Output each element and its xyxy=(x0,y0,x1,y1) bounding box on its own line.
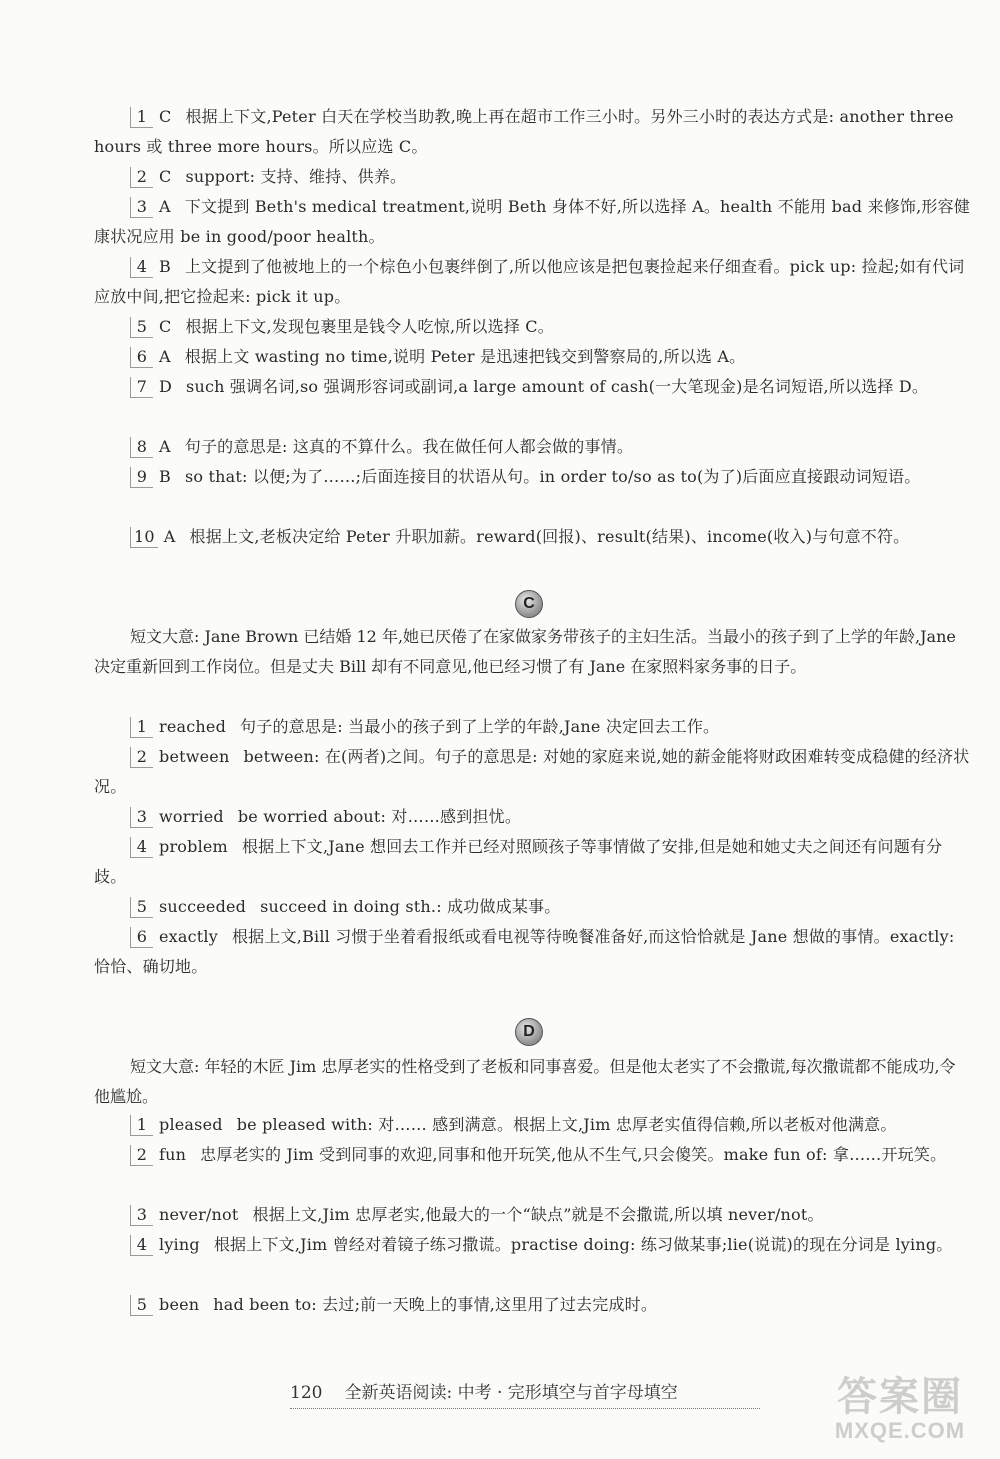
c-item-6 xyxy=(94,922,970,982)
item-number: 3 xyxy=(130,1205,153,1226)
item-answer: C xyxy=(159,317,172,336)
section-d-summary: 短文大意: 年轻的木匠 Jim 忠厚老实的性格受到了老板和同事喜爱。但是他太老实了不会撒谎,每次撒谎都不能成功,令他尴尬。 xyxy=(94,1057,956,1106)
item-explanation: succeed in doing sth.: 成功做成某事。 xyxy=(260,897,561,916)
item-explanation: 句子的意思是: 当最小的孩子到了上学的年龄,Jane 决定回去工作。 xyxy=(240,717,720,736)
item-answer: B xyxy=(159,257,171,276)
item-number: 4 xyxy=(130,837,153,858)
item-answer: A xyxy=(159,347,171,366)
b-item-9 xyxy=(94,462,970,492)
watermark-logo-text: 答案圈 xyxy=(837,1375,963,1419)
item-number: 8 xyxy=(130,437,153,458)
book-title: 全新英语阅读: 中考 · 完形填空与首字母填空 xyxy=(344,1383,678,1403)
item-number: 7 xyxy=(130,377,153,398)
item-answer: exactly xyxy=(159,927,218,946)
c-item-3 xyxy=(94,802,970,832)
item-number: 2 xyxy=(130,747,153,768)
item-explanation: be pleased with: 对…… 感到满意。根据上文,Jim 忠厚老实值得信赖,所以老板对他满意。 xyxy=(236,1115,897,1134)
item-number: 4 xyxy=(130,1235,153,1256)
item-answer: D xyxy=(159,377,173,396)
b-item-5 xyxy=(94,312,970,342)
page-number: 120 xyxy=(290,1383,323,1403)
item-answer: A xyxy=(159,437,171,456)
watermark-url: MXQE.COM xyxy=(834,1418,966,1443)
item-number: 5 xyxy=(130,1295,153,1316)
item-answer: lying xyxy=(159,1235,200,1254)
item-number: 2 xyxy=(130,1145,153,1166)
item-number: 1 xyxy=(130,1115,153,1136)
item-explanation: 根据上文,Bill 习惯于坐着看报纸或看电视等待晚餐准备好,而这恰恰就是 Jane 想做的事情。exactly: 恰恰、确切地。 xyxy=(94,927,955,976)
item-number: 1 xyxy=(130,717,153,738)
section-c-badge: C xyxy=(515,590,543,618)
item-number: 4 xyxy=(130,257,153,278)
item-explanation: 根据上下文,Jane 想回去工作并已经对照顾孩子等事情做了安排,但是她和她丈夫之间还有问题有分歧。 xyxy=(94,837,943,886)
b-item-2 xyxy=(94,162,970,192)
item-answer: been xyxy=(159,1295,200,1314)
item-answer: between xyxy=(159,747,230,766)
item-explanation: 句子的意思是: 这真的不算什么。我在做任何人都会做的事情。 xyxy=(184,437,634,456)
c-item-5 xyxy=(94,892,970,922)
item-answer: C xyxy=(159,107,172,126)
item-answer: fun xyxy=(159,1145,187,1164)
b-item-7 xyxy=(94,372,970,402)
item-number: 3 xyxy=(130,197,153,218)
item-explanation: 根据上文,老板决定给 Peter 升职加薪。reward(回报)、result(结果)、income(收入)与句意不符。 xyxy=(189,527,910,546)
item-answer: pleased xyxy=(159,1115,223,1134)
d-item-1 xyxy=(94,1110,970,1140)
site-watermark xyxy=(820,1375,980,1445)
b-item-6 xyxy=(94,342,970,372)
item-number: 9 xyxy=(130,467,153,488)
d-item-2 xyxy=(94,1140,970,1170)
item-number: 5 xyxy=(130,317,153,338)
item-explanation: 下文提到 Beth's medical treatment,说明 Beth 身体不好,所以选择 A。health 不能用 bad 来修饰,形容健康状况应用 be in good/poor health。 xyxy=(94,197,970,246)
item-answer: A xyxy=(159,197,171,216)
c-item-1 xyxy=(94,712,970,742)
item-number: 6 xyxy=(130,347,153,368)
item-number: 10 xyxy=(130,527,158,548)
item-number: 6 xyxy=(130,927,153,948)
d-item-5 xyxy=(94,1290,970,1320)
item-answer: B xyxy=(159,467,171,486)
item-answer: worried xyxy=(159,807,224,826)
d-item-3 xyxy=(94,1200,970,1230)
item-explanation: 根据上文,Jim 忠厚老实,他最大的一个“缺点”就是不会撒谎,所以填 never/not。 xyxy=(252,1205,824,1224)
item-answer: reached xyxy=(159,717,227,736)
section-c-summary: 短文大意: Jane Brown 已结婚 12 年,她已厌倦了在家做家务带孩子的主妇生活。当最小的孩子到了上学的年龄,Jane 决定重新回到工作岗位。但是丈夫 Bill 却有不同意见,他已经习惯了有 Jane 在家照料家务事的日子。 xyxy=(94,627,956,676)
item-number: 2 xyxy=(130,167,153,188)
item-explanation: 根据上下文,发现包裹里是钱令人吃惊,所以选择 C。 xyxy=(185,317,554,336)
item-answer: never/not xyxy=(159,1205,239,1224)
item-answer: C xyxy=(159,167,172,186)
item-answer: succeeded xyxy=(159,897,247,916)
item-number: 1 xyxy=(130,107,153,128)
item-explanation: had been to: 去过;前一天晚上的事情,这里用了过去完成时。 xyxy=(213,1295,658,1314)
item-explanation: 忠厚老实的 Jim 受到同事的欢迎,同事和他开玩笑,他从不生气,只会傻笑。make fun of: 拿……开玩笑。 xyxy=(200,1145,947,1164)
d-item-4 xyxy=(94,1230,970,1260)
item-number: 5 xyxy=(130,897,153,918)
b-item-8 xyxy=(94,432,970,462)
item-explanation: 根据上文 wasting no time,说明 Peter 是迅速把钱交到警察局的,所以选 A。 xyxy=(184,347,746,366)
item-explanation: 根据上下文,Peter 白天在学校当助教,晚上再在超市工作三小时。另外三小时的表达方式是: another three hours 或 three more hours。所以应选 C。 xyxy=(94,107,954,156)
item-explanation: between: 在(两者)之间。句子的意思是: 对她的家庭来说,她的薪金能将财政困难转变成稳健的经济状况。 xyxy=(94,747,970,796)
item-explanation: 根据上下文,Jim 曾经对着镜子练习撒谎。practise doing: 练习做某事;lie(说谎)的现在分词是 lying。 xyxy=(213,1235,953,1254)
section-d-badge: D xyxy=(515,1018,543,1046)
b-item-10 xyxy=(94,522,970,552)
b-item-4 xyxy=(94,252,970,312)
item-answer: problem xyxy=(159,837,228,856)
item-explanation: support: 支持、维持、供养。 xyxy=(185,167,407,186)
c-item-4 xyxy=(94,832,970,892)
c-item-2 xyxy=(94,742,970,802)
page-footer xyxy=(290,1378,760,1409)
b-item-3 xyxy=(94,192,970,252)
item-explanation: such 强调名词,so 强调形容词或副词,a large amount of cash(一大笔现金)是名词短语,所以选择 D。 xyxy=(186,377,929,396)
item-answer: A xyxy=(163,527,176,546)
item-number: 3 xyxy=(130,807,153,828)
item-explanation: be worried about: 对……感到担忧。 xyxy=(237,807,522,826)
item-explanation: 上文提到了他被地上的一个棕色小包裹绊倒了,所以他应该是把包裹捡起来仔细查看。pick up: 捡起;如有代词应放中间,把它捡起来: pick it up。 xyxy=(94,257,965,306)
b-item-1 xyxy=(94,102,970,162)
item-explanation: so that: 以便;为了……;后面连接目的状语从句。in order to/so as to(为了)后面应直接跟动词短语。 xyxy=(184,467,921,486)
